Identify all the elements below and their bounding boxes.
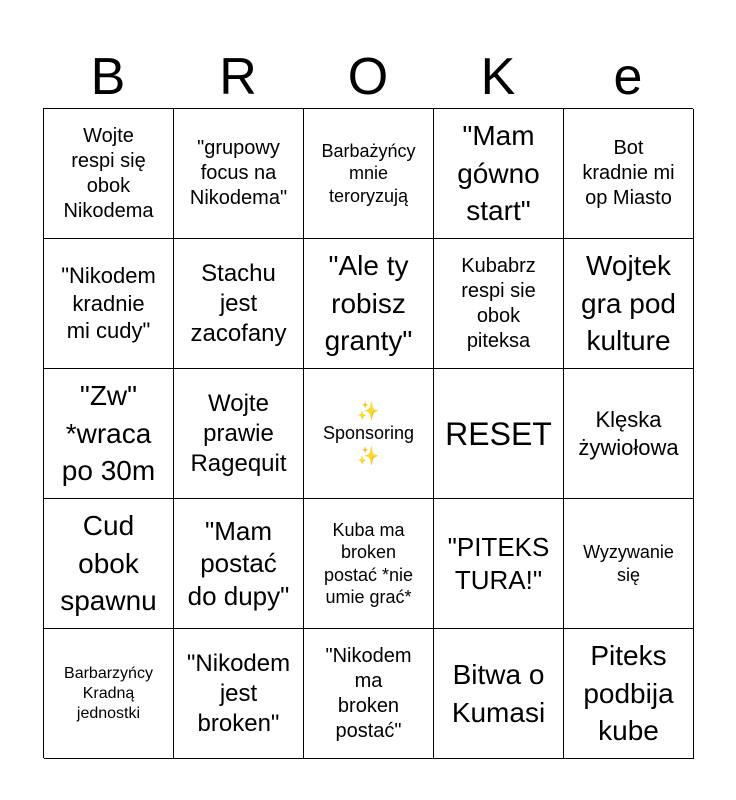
header-letter-o: O	[347, 48, 389, 106]
bingo-cell[interactable]: Klęska żywiołowa	[564, 369, 694, 499]
bingo-cell[interactable]: Bitwa o Kumasi	[434, 629, 564, 759]
bingo-cell[interactable]: RESET	[434, 369, 564, 499]
header-letter-e: e	[613, 48, 643, 106]
bingo-cell[interactable]: "Mam gówno start"	[434, 109, 564, 239]
bingo-cell[interactable]: "Nikodem jest broken"	[174, 629, 304, 759]
bingo-cell[interactable]: Wojte prawie Ragequit	[174, 369, 304, 499]
header-letter-k: K	[480, 48, 516, 106]
bingo-cell[interactable]: "PITEKS TURA!"	[434, 499, 564, 629]
bingo-cell[interactable]: Wojtek gra pod kulture	[564, 239, 694, 369]
bingo-cell[interactable]: "Nikodem kradnie mi cudy"	[44, 239, 174, 369]
bingo-cell[interactable]: Wyzywanie się	[564, 499, 694, 629]
bingo-cell[interactable]: Stachu jest zacofany	[174, 239, 304, 369]
bingo-cell[interactable]: Barbarzyńcy Kradną jednostki	[44, 629, 174, 759]
bingo-cell[interactable]: Wojte respi się obok Nikodema	[44, 109, 174, 239]
bingo-cell[interactable]: Piteks podbija kube	[564, 629, 694, 759]
bingo-cell[interactable]: Bot kradnie mi op Miasto	[564, 109, 694, 239]
bingo-cell[interactable]: "Ale ty robisz granty"	[304, 239, 434, 369]
bingo-cell[interactable]: "Zw" *wraca po 30m	[44, 369, 174, 499]
bingo-header	[43, 46, 693, 108]
bingo-cell-free-space[interactable]: ✨ Sponsoring ✨	[304, 369, 434, 499]
bingo-cell[interactable]: "Nikodem ma broken postać"	[304, 629, 434, 759]
bingo-cell[interactable]: Cud obok spawnu	[44, 499, 174, 629]
bingo-board	[43, 108, 693, 758]
header-letter-b: B	[90, 48, 126, 106]
bingo-cell[interactable]: "Mam postać do dupy"	[174, 499, 304, 629]
bingo-cell[interactable]: Kuba ma broken postać *nie umie grać*	[304, 499, 434, 629]
bingo-cell[interactable]: Barbażyńcy mnie teroryzują	[304, 109, 434, 239]
bingo-cell[interactable]: Kubabrz respi sie obok piteksa	[434, 239, 564, 369]
header-letter-r: R	[219, 48, 257, 106]
bingo-cell[interactable]: "grupowy focus na Nikodema"	[174, 109, 304, 239]
